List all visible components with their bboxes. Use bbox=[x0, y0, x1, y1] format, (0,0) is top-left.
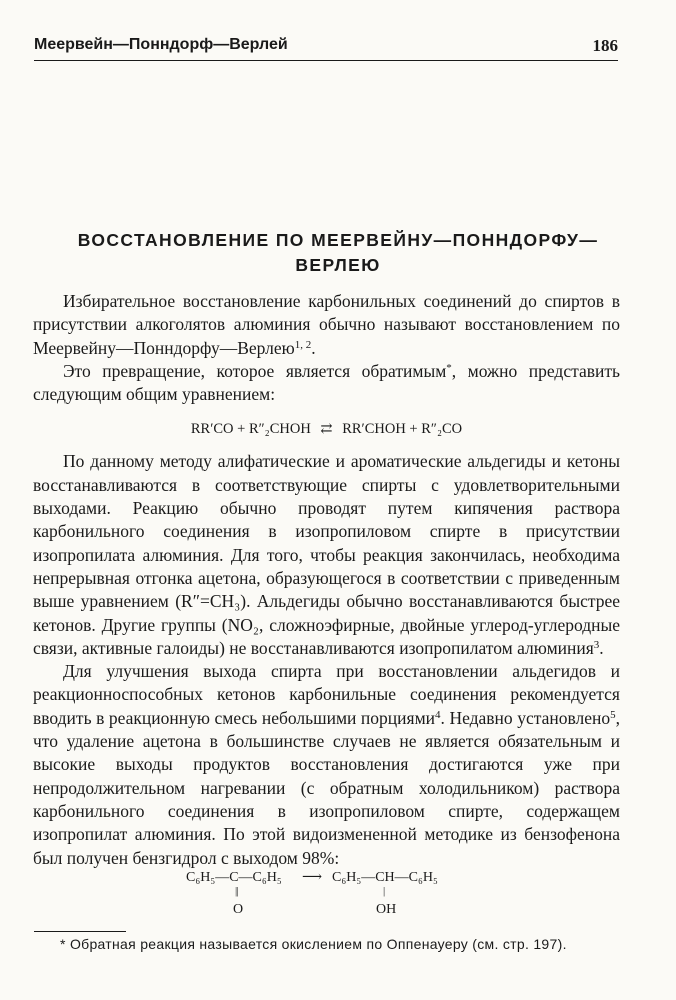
equilibrium-arrow-icon: ⇄ bbox=[320, 421, 333, 438]
reference-marker: 4 bbox=[435, 708, 441, 721]
paragraph-1: Избирательное восстановление карбонильных соединений до спиртов в присутствии алкоголятов алюминия обычно называют восстановлением по Меервейну—Понндорфу—Верлею$^{1, 2}$. bbox=[33, 291, 620, 358]
running-title: Меервейн—Понндорф—Верлей bbox=[34, 36, 288, 53]
header-rule bbox=[34, 60, 618, 61]
paragraph-4: Для улучшения выхода спирта при восстановлении альдегидов и реакционноспособных кетонов карбонильные соединения рекомендуется вводить в реакционную смесь небольшими порциями$^4$. Недавно установлено$^5$, что удаление ацетона в большинстве случаев не является обязательным и высокие выходы продуктов восстановления достигаются уже при непродолжительном нагревании (с обратным холодильником) раствора карбонильного соединения в изопропиловом спирте, содержащем изопропилат алюминия. По этой видоизмененной методике из бензофенона был получен бензгидрол с выходом 98%: bbox=[33, 661, 620, 868]
body-text bbox=[33, 290, 620, 870]
running-head bbox=[34, 36, 618, 60]
benzophenone-reduction-scheme bbox=[186, 870, 466, 922]
paragraph-2: Это превращение, которое является обратимым*, можно представить следующим общим уравнением: bbox=[33, 360, 620, 405]
paragraph-3: По данному методу алифатические и ароматические альдегиды и кетоны восстанавливаются в соответствующие спирты с удовлетворительными выходами. Реакцию обычно проводят путем кипячения раствора карбонильного соединения в изопропиловом спирте в присутствии изопропилата алюминия. Для того, чтобы реакция закончилась, необходима непрерывная отгонка ацетона, образующегося в соответствии с приведенным выше уравнением (R″=CH₃). Альдегиды обычно восстанавливаются быстрее кетонов. Другие группы (NO₂, сложноэфирные, двойные углерод-углеродные связи, активные галоиды) не восстанавливаются изопропилатом алюминия$^3$. bbox=[33, 451, 621, 658]
footnote-marker: * bbox=[446, 361, 452, 374]
single-bond-icon: | bbox=[383, 885, 386, 897]
reactant-benzophenone: C₆H₅—C—C₆H₅ bbox=[186, 870, 282, 885]
reactant-oxygen: O bbox=[233, 902, 244, 917]
heading-line-1: ВОССТАНОВЛЕНИЕ ПО МЕЕРВЕЙНУ—ПОННДОРФУ— bbox=[77, 230, 599, 250]
reference-marker: 3 bbox=[593, 638, 600, 651]
product-benzhydrol: C₆H₅—CH—C₆H₅ bbox=[332, 870, 438, 885]
footnote-rule bbox=[34, 931, 126, 932]
section-heading bbox=[40, 228, 636, 278]
reference-marker: 1, 2 bbox=[294, 338, 312, 351]
general-equation bbox=[33, 416, 620, 442]
reaction-arrow-icon: ⟶ bbox=[302, 870, 323, 885]
equation-lhs: RR′CO + R″₂CHOH bbox=[190, 421, 311, 438]
equation-rhs: RR′CHOH + R″₂CO bbox=[342, 421, 463, 438]
product-hydroxyl: OH bbox=[376, 902, 397, 917]
double-bond-icon: || bbox=[235, 885, 238, 897]
reference-marker: 5 bbox=[610, 708, 616, 721]
page-number: 186 bbox=[592, 36, 618, 55]
footnote: * Обратная реакция называется окислением по Оппенауеру (см. стр. 197). bbox=[60, 936, 567, 952]
heading-line-2: ВЕРЛЕЮ bbox=[295, 255, 381, 275]
